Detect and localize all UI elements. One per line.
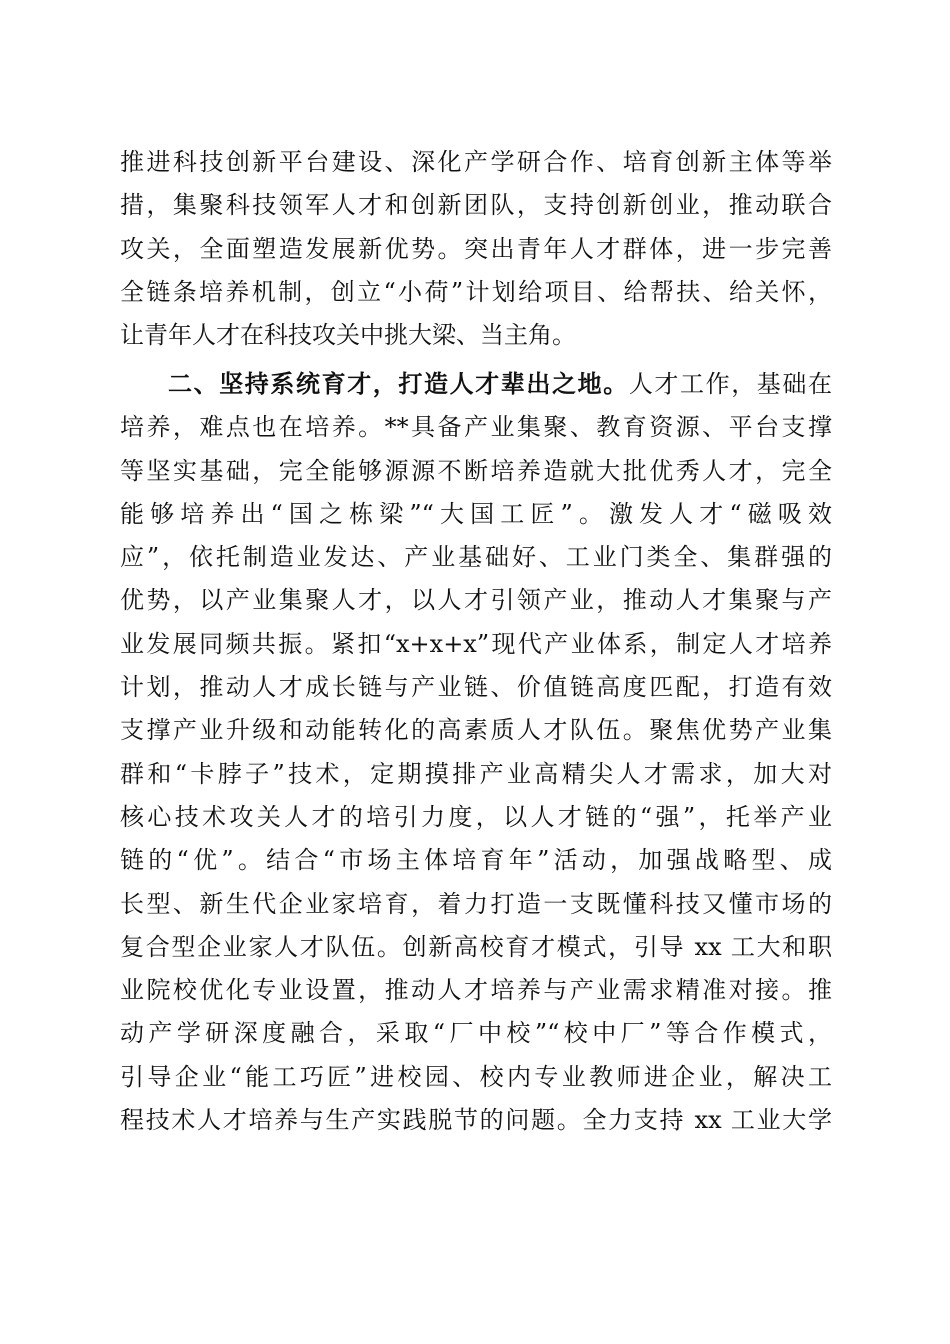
paragraph-line: 引导企业“能工巧匠”进校园、校内专业教师进企业，解决工	[120, 1062, 832, 1091]
paragraph-line: 长型、新生代企业家培育，着力打造一支既懂科技又懂市场的	[120, 889, 832, 918]
section-heading: 二、坚持系统育才，打造人才辈出之地。	[168, 370, 629, 398]
paragraph-line: 动产学研深度融合，采取“厂中校”“校中厂”等合作模式，	[120, 1019, 832, 1048]
paragraph-line: 应”，依托制造业发达、产业基础好、工业门类全、集群强的	[120, 543, 832, 572]
paragraph-line: 等坚实基础，完全能够源源不断培养造就大批优秀人才，完全	[120, 456, 832, 485]
paragraph-line: 优势，以产业集聚人才，以人才引领产业，推动人才集聚与产	[120, 586, 832, 615]
paragraph-line: 攻关，全面塑造发展新优势。突出青年人才群体，进一步完善	[120, 234, 832, 263]
paragraph-line: 业发展同频共振。紧扣“x+x+x”现代产业体系，制定人才培养	[120, 629, 832, 658]
paragraph-1	[120, 141, 832, 357]
paragraph-line: 支撑产业升级和动能转化的高素质人才队伍。聚焦优势产业集	[120, 716, 832, 745]
paragraph-line: 群和“卡脖子”技术，定期摸排产业高精尖人才需求，加大对	[120, 759, 832, 788]
paragraph-line: 业院校优化专业设置，推动人才培养与产业需求精准对接。推	[120, 976, 832, 1005]
paragraph-line: 培养，难点也在培养。**具备产业集聚、教育资源、平台支撑	[120, 413, 832, 442]
paragraph-line: 能够培养出“国之栋梁”“大国工匠”。激发人才“磁吸效	[120, 499, 832, 528]
paragraph-line: 复合型企业家人才队伍。创新高校育才模式，引导 xx 工大和职	[120, 932, 832, 961]
paragraph-line: 让青年人才在科技攻关中挑大梁、当主角。	[120, 321, 576, 350]
paragraph-line: 链的“优”。结合“市场主体培育年”活动，加强战略型、成	[120, 846, 832, 875]
paragraph-line-rest: 人才工作，基础在	[628, 370, 833, 398]
paragraph-line: 措，集聚科技领军人才和创新团队，支持创新创业，推动联合	[120, 191, 832, 220]
paragraph-2	[120, 363, 832, 1142]
paragraph-line: 计划，推动人才成长链与产业链、价值链高度匹配，打造有效	[120, 673, 832, 702]
paragraph-line: 全链条培养机制，创立“小荷”计划给项目、给帮扶、给关怀，	[120, 277, 832, 306]
paragraph-line: 核心技术攻关人才的培引力度，以人才链的“强”，托举产业	[120, 802, 832, 831]
paragraph-first-line	[120, 363, 832, 406]
paragraph-line: 程技术人才培养与生产实践脱节的问题。全力支持 xx 工业大学	[120, 1106, 832, 1135]
paragraph-line: 推进科技创新平台建设、深化产学研合作、培育创新主体等举	[120, 148, 832, 176]
